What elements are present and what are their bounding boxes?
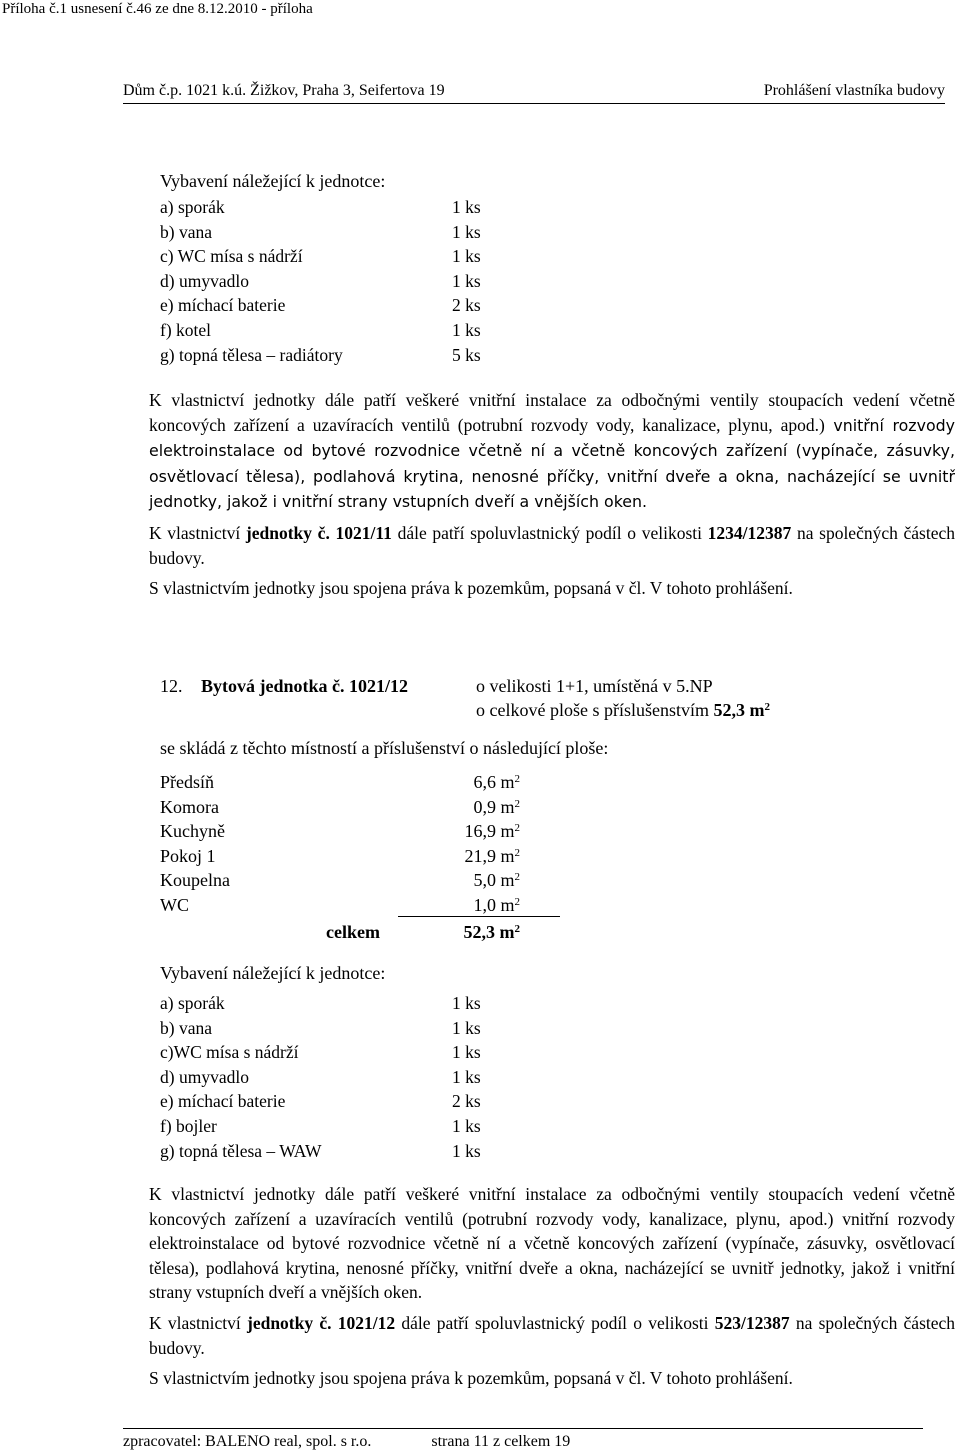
room-area	[473, 795, 520, 820]
equipment-name: a) sporák	[160, 197, 225, 217]
room-area-sup: 2	[514, 822, 520, 835]
unit11-ownership-text-part1: K vlastnictví jednotky dále patří veškeré vnitřní instalace za odbočnými ventily stoupacích vedení včetně koncových zařízení a uzavíracích ventilů (potrubní rozvody vody, kanalizace, plynu, apod.)	[149, 390, 955, 435]
room-area-value: 16,9 m	[464, 821, 515, 842]
equipment-item	[160, 1040, 520, 1065]
unit12-share-pre: K vlastnictví	[149, 1312, 247, 1333]
unit12-area-value: 52,3 m	[713, 700, 765, 720]
equipment-item	[160, 318, 520, 343]
room-area	[464, 819, 520, 844]
equipment-item	[160, 1065, 520, 1090]
unit12-share-unit: 1021/12	[337, 1312, 396, 1333]
room-name: Předsíň	[160, 772, 214, 792]
room-row	[160, 893, 580, 918]
equipment-item	[160, 293, 520, 318]
room-row	[160, 770, 580, 795]
unit12-title	[160, 674, 408, 699]
page-header	[123, 81, 945, 104]
equipment-item	[160, 244, 520, 269]
unit12-area-label: o celkové ploše s příslušenstvím	[476, 700, 714, 720]
room-area	[473, 893, 520, 918]
unit12-ownership-paragraph	[149, 1182, 955, 1391]
equipment-name: c)WC mísa s nádrží	[160, 1042, 299, 1063]
room-area-sup: 2	[514, 773, 520, 785]
room-area	[473, 868, 520, 893]
unit12-rooms-table	[160, 770, 580, 942]
equipment-quantity: 1 ks	[452, 221, 481, 242]
total-value	[464, 920, 521, 945]
attachment-note: Příloha č.1 usnesení č.46 ze dne 8.12.2010 - příloha	[2, 1, 313, 17]
unit11-share-bold: jednotky č.	[245, 522, 330, 543]
unit12-rooms-heading: se skládá z těchto místností a příslušenství o následující ploše:	[160, 738, 609, 758]
room-name: Kuchyně	[160, 821, 225, 842]
total-rule	[398, 916, 560, 917]
equipment-name: b) vana	[160, 1017, 212, 1038]
equipment-name: c) WC mísa s nádrží	[160, 246, 303, 267]
unit11-statement: S vlastnictvím jednotky jsou spojena práva k pozemkům, popsaná v čl. V tohoto prohlášení.	[149, 578, 793, 599]
unit11-ownership-text	[149, 388, 955, 515]
equipment-name: e) míchací baterie	[160, 295, 286, 316]
equipment-quantity: 1 ks	[452, 1115, 481, 1136]
room-area-value: 6,6 m	[473, 772, 515, 792]
equipment-item	[160, 220, 520, 245]
footer-author: zpracovatel: BALENO real, spol. s r.o.	[123, 1433, 372, 1450]
unit11-ownership-paragraph	[149, 388, 955, 601]
header-document-title: Prohlášení vlastníka budovy	[763, 82, 945, 99]
unit12-equipment-heading: Vybavení náležející k jednotce:	[160, 963, 386, 983]
unit11-ownership-text-part2: vnitřní rozvody elektroinstalace od bytové rozvodnice včetně ní a včetně koncových zařízení (vypínače, zásuvky, osvětlovací tělesa), podlahová krytina, nenosné příčky, vnitřní dveře a okna, nacházející se uvnitř jednotky, jakož i vnitřní strany vstupních dveří a vnějších oken.	[149, 415, 955, 512]
room-area-sup: 2	[514, 797, 520, 810]
equipment-name: f) kotel	[160, 319, 212, 340]
equipment-quantity: 2 ks	[452, 1091, 481, 1112]
equipment-quantity: 1 ks	[452, 319, 481, 340]
unit12-statement: S vlastnictvím jednotky jsou spojena práva k pozemkům, popsaná v čl. V tohoto prohlášení.	[149, 1368, 793, 1389]
room-area-value: 0,9 m	[473, 796, 515, 817]
total-label: celkem	[326, 922, 380, 942]
unit12-share-value: 523/12387	[714, 1312, 790, 1333]
equipment-quantity: 1 ks	[452, 1066, 481, 1087]
equipment-quantity: 1 ks	[452, 1042, 481, 1063]
footer-page-number: strana 11 z celkem 19	[431, 1433, 571, 1450]
equipment-quantity: 1 ks	[452, 1140, 481, 1161]
equipment-name: d) umyvadlo	[160, 1066, 249, 1087]
unit12-share-post: na společných částech budovy.	[149, 1312, 956, 1358]
room-area	[473, 770, 520, 795]
unit12-equipment-list	[160, 991, 520, 1163]
room-row	[160, 844, 580, 869]
page-footer	[123, 1428, 923, 1452]
equipment-quantity: 1 ks	[452, 993, 481, 1013]
equipment-quantity: 5 ks	[452, 344, 481, 365]
room-area-value: 5,0 m	[473, 870, 515, 891]
equipment-quantity: 2 ks	[452, 295, 481, 316]
unit11-share	[149, 521, 955, 570]
unit11-share-pre: K vlastnictví	[149, 522, 246, 543]
equipment-item	[160, 1139, 520, 1164]
unit12-size: o velikosti 1+1, umístěná v 5.NP	[476, 676, 713, 696]
room-name: Koupelna	[160, 870, 230, 891]
unit12-area-sup: 2	[764, 701, 770, 713]
unit11-share-post: na společných částech budovy.	[149, 522, 956, 568]
total-value-sup: 2	[514, 923, 520, 935]
unit11-equipment-list	[160, 195, 520, 367]
unit12-share	[149, 1311, 955, 1360]
room-name: WC	[160, 894, 189, 915]
equipment-quantity: 1 ks	[452, 270, 481, 291]
room-area-value: 1,0 m	[473, 894, 515, 915]
room-row	[160, 795, 580, 820]
total-value-text: 52,3 m	[463, 922, 515, 942]
equipment-item	[160, 195, 520, 220]
equipment-name: f) bojler	[160, 1115, 217, 1136]
room-area-value: 21,9 m	[464, 845, 515, 866]
equipment-name: e) míchací baterie	[160, 1091, 286, 1112]
room-row	[160, 868, 580, 893]
unit12-share-bold: jednotky č.	[247, 1312, 332, 1333]
equipment-quantity: 1 ks	[452, 246, 481, 267]
equipment-item	[160, 1016, 520, 1041]
equipment-name: b) vana	[160, 221, 212, 242]
room-area-sup: 2	[514, 846, 520, 859]
unit12-area	[476, 698, 770, 723]
room-name: Pokoj 1	[160, 845, 216, 866]
unit11-equipment-heading: Vybavení náležející k jednotce:	[160, 171, 386, 191]
room-area	[464, 844, 520, 869]
unit12-title-text: Bytová jednotka č. 1021/12	[201, 676, 408, 696]
equipment-item	[160, 269, 520, 294]
equipment-quantity: 1 ks	[452, 197, 481, 217]
room-row	[160, 819, 580, 844]
equipment-item	[160, 1114, 520, 1139]
equipment-item	[160, 1089, 520, 1114]
room-area-sup: 2	[514, 871, 520, 884]
equipment-name: g) topná tělesa – WAW	[160, 1140, 322, 1161]
unit11-share-unit: 1021/11	[335, 522, 392, 543]
equipment-name: g) topná tělesa – radiátory	[160, 344, 343, 365]
equipment-quantity: 1 ks	[452, 1017, 481, 1038]
equipment-item	[160, 343, 520, 368]
unit12-ownership-text: K vlastnictví jednotky dále patří veškeré vnitřní instalace za odbočnými ventily stoupacích vedení včetně koncových zařízení a uzavíracích ventilů (potrubní rozvody vody, kanalizace, plynu, apod.) vnitřní rozvody elektroinstalace od bytové rozvodnice včetně ní a včetně koncových zařízení (vypínače, zásuvky, osvětlovací tělesa), podlahová krytina, nenosné příčky, vnitřní dveře a okna, nacházející se uvnitř jednotky, jakož i vnitřní strany vstupních dveří a vnějších oken.	[149, 1184, 955, 1303]
header-building: Dům č.p. 1021 k.ú. Žižkov, Praha 3, Seifertova 19	[123, 82, 445, 99]
equipment-item	[160, 991, 520, 1016]
equipment-name: d) umyvadlo	[160, 270, 249, 291]
unit11-share-value: 1234/12387	[707, 522, 792, 543]
unit11-share-mid: dále patří spoluvlastnický podíl o velikosti	[391, 522, 708, 543]
unit12-share-mid: dále patří spoluvlastnický podíl o velikosti	[395, 1312, 715, 1333]
equipment-name: a) sporák	[160, 993, 225, 1013]
room-name: Komora	[160, 796, 219, 817]
room-area-sup: 2	[514, 895, 520, 908]
unit12-number: 12.	[160, 676, 183, 696]
